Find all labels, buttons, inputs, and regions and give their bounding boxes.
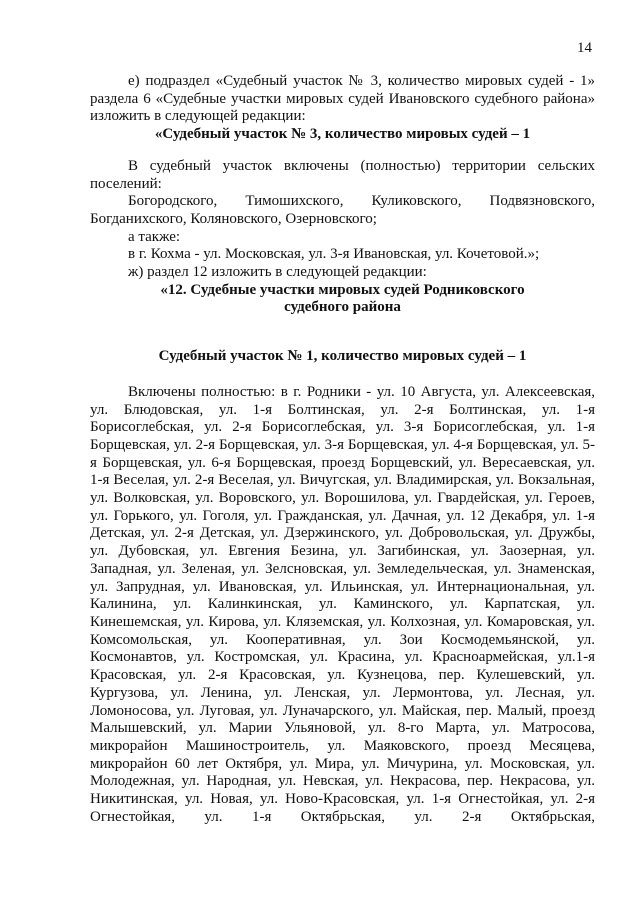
paragraph-included-territories: В судебный участок включены (полностью) территории сельских поселений: [90, 157, 595, 192]
paragraph-e: е) подраздел «Судебный участок № 3, количество мировых судей - 1» раздела 6 «Судебные участки мировых судей Ивановского судебного района» изложить в следующей редакции: [90, 73, 595, 125]
page-number: 14 [577, 40, 592, 56]
heading-section-12-line2: судебного района [284, 299, 401, 316]
paragraph-settlements: Богородского, Тимошихского, Куликовского, Подвязновского, Богданихского, Коляновского, Озерновского; [90, 193, 595, 227]
paragraph-streets: Включены полностью: в г. Родники - ул. 10 Августа, ул. Алексеевская, ул. Блюдовская, ул. 1-я Болтинская, ул. 2-я Болтинская, ул. 1-я Борисоглебская, ул. 2-я Борисоглебская, ул. 3-я Борисоглебская, ул. 1-я Борщевская, ул. 2-я Борщевская, ул. 3-я Борщевская, ул. 4-я Борщевская, ул. 5-я Борщевская, ул. 6-я Борщевская, проезд Борщевский, ул. Вересаевская, ул. 1-я Веселая, ул. 2-я Веселая, ул. Вичугская, ул. Владимирская, ул. Вокзальная, ул. Волковская, ул. Воровского, ул. Ворошилова, ул. Гвардейская, ул. Героев, ул. Горького, ул. Гоголя, ул. Гражданская, ул. Дачная, ул. 12 Декабря, ул. 1-я Детская, ул. 2-я Детская, ул. Дзержинского, ул. Добровольская, ул. Дружбы, ул. Дубовская, ул. Евгения Безина, ул. Загибинская, ул. Заозерная, ул. Западная, ул. Зеленая, ул. Зелсновская, ул. Земледельческая, ул. Знаменская, ул. Запрудная, ул. Ивановская, ул. Ильинская, ул. Интернациональная, ул. Калинина, ул. Калинкинская, ул. Каминского, ул. Карпатская, ул. Кинешемская, ул. Кирова, ул. Кляземская, ул. Колхозная, ул. Комаровская, ул. Комсомольская, ул. Кооперативная, ул. Зои Космодемьянской, ул. Космонавтов, ул. Костромская, ул. Красина, ул. Красноармейская, ул.1-я Красовская, ул. 2-я Красовская, ул. Кузнецова, пер. Кулешевский, ул. Кургузова, ул. Ленина, ул. Ленская, ул. Лермонтова, ул. Лесная, ул. Ломоносова, ул. Луговая, ул. Луначарского, ул. Майская, пер. Малый, проезд Малышевский, ул. Марии Ульяновой, ул. 8-го Марта, ул. Матросова, микрорайон Машиностроитель, ул. Маяковского, проезд Месяцева, микрорайон 60 лет Октября, ул. Мира, ул. Мичурина, ул. Московская, ул. Молодежная, ул. Народная, ул. Невская, ул. Некрасова, пер. Некрасова, ул. Никитинская, ул. Новая, ул. Ново-Красовская, ул. 1-я Огнестойкая, ул. 2-я Огнестойкая, ул. 1-я Октябрьская, ул. 2-я Октябрьская, [90, 383, 595, 825]
heading-section-12-line1: «12. Судебные участки мировых судей Родниковского [160, 281, 525, 298]
paragraph-also: а также: [128, 228, 181, 245]
paragraph-zh: ж) раздел 12 изложить в следующей редакции: [128, 264, 427, 281]
document-body [90, 73, 595, 826]
paragraph-kokhma: в г. Кохма - ул. Московская, ул. 3-я Ивановская, ул. Кочетовой.»; [128, 246, 540, 263]
heading-section-1: Судебный участок № 1, количество мировых судей – 1 [158, 348, 527, 365]
heading-section-3: «Судебный участок № 3, количество мировых судей – 1 [154, 126, 531, 143]
